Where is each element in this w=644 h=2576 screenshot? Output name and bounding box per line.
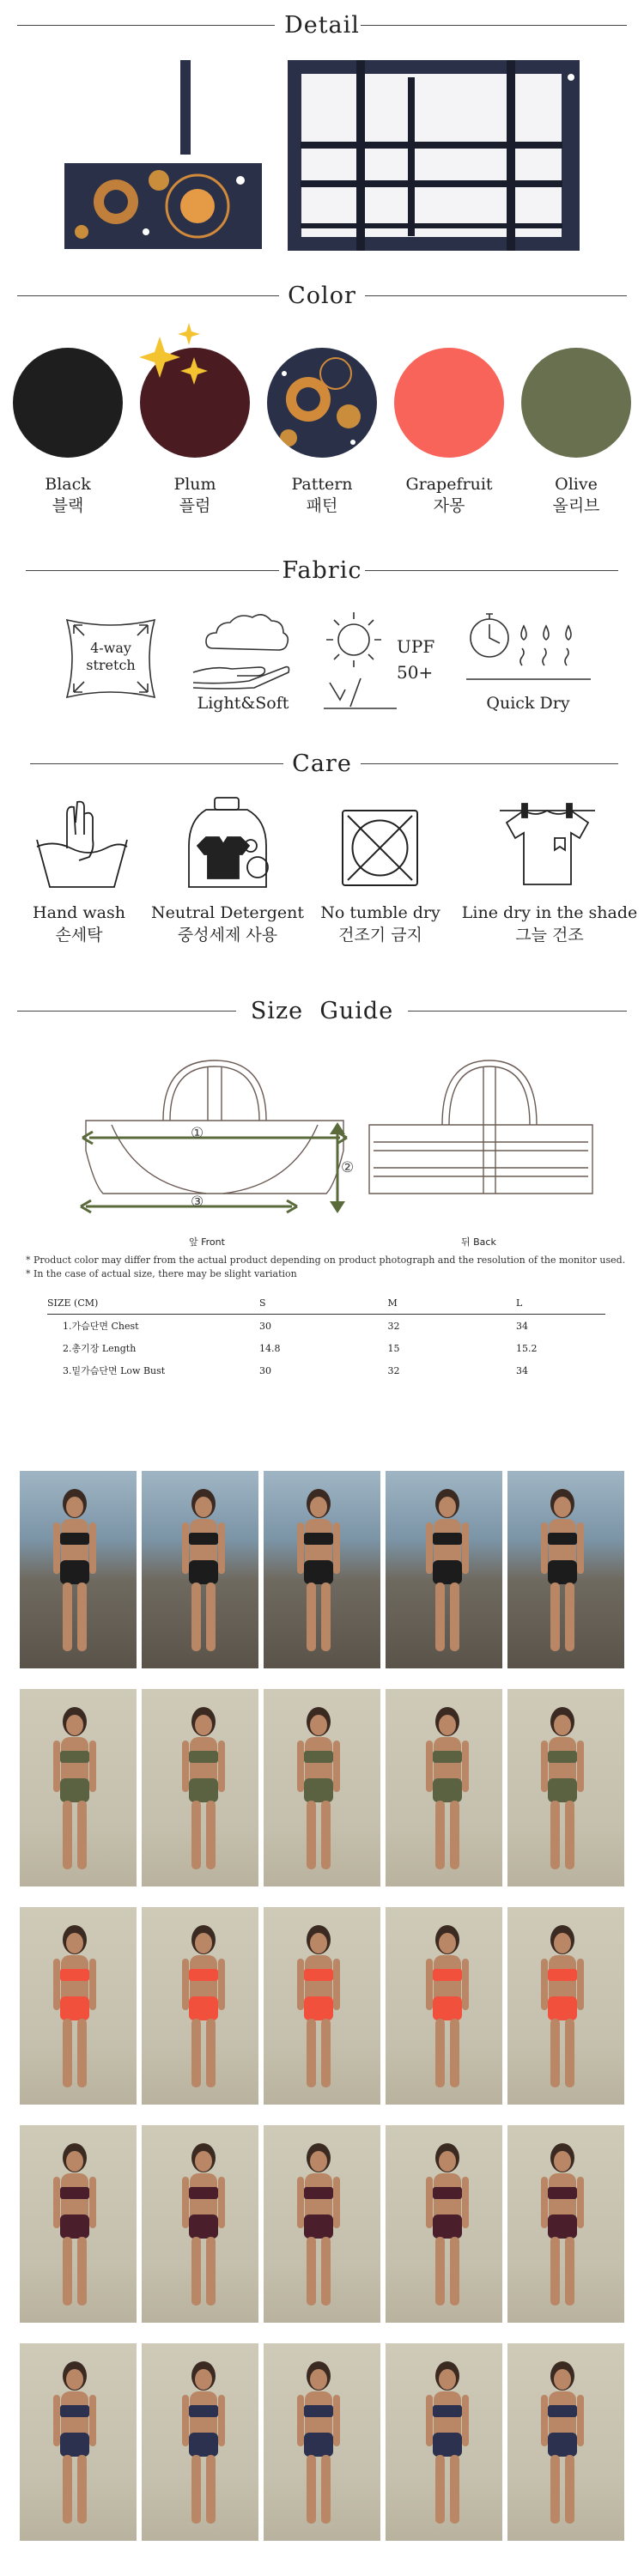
model-figure — [264, 1907, 380, 2105]
detail-image-lining — [288, 60, 580, 251]
model-photo — [264, 2125, 380, 2323]
model-photo — [142, 1907, 258, 2105]
color-section-header — [0, 279, 644, 313]
table-row — [47, 1337, 605, 1359]
table-cell: 32 — [387, 1364, 400, 1376]
size-table-header-row — [47, 1292, 605, 1315]
table-cell: 30 — [259, 1364, 271, 1376]
marker-low-bust: ③ — [191, 1194, 204, 1211]
table-cell: 15.2 — [516, 1342, 538, 1354]
swatch-pattern — [267, 348, 377, 458]
model-photo — [142, 2125, 258, 2323]
model-figure — [386, 1471, 502, 1668]
table-cell: 2.총기장 Length — [63, 1343, 137, 1354]
back-diagram — [365, 1056, 597, 1198]
model-figure — [142, 2125, 258, 2323]
model-photo — [507, 1907, 624, 2105]
hand-wash-icon — [33, 797, 131, 891]
model-figure — [264, 2125, 380, 2323]
detail-section-header — [0, 9, 644, 43]
care-label-detergent: Neutral Detergent 중성세제 사용 — [151, 903, 304, 945]
model-photo — [386, 2343, 502, 2541]
size-table-header: M — [388, 1292, 517, 1315]
table-cell: 32 — [387, 1320, 400, 1332]
soft-label: Light&Soft — [197, 694, 289, 713]
model-photo — [264, 1689, 380, 1886]
front-label: 앞 Front — [189, 1236, 225, 1248]
model-photo — [20, 2125, 137, 2323]
line-dry-shade-icon — [498, 799, 597, 889]
table-cell: 30 — [259, 1320, 271, 1332]
table-cell: 15 — [387, 1342, 400, 1354]
size-guide-section-header — [0, 994, 644, 1029]
quick-dry-icon — [462, 605, 595, 691]
table-row — [47, 1315, 605, 1338]
note-color: * Product color may differ from the actual product depending on product photograph and the resolution of the monitor used. — [26, 1255, 626, 1266]
model-figure — [20, 1471, 137, 1668]
model-figure — [142, 1907, 258, 2105]
model-figure — [142, 2343, 258, 2541]
swatch-label-olive: Olive 올리브 — [552, 475, 600, 515]
cloud-hand-icon — [189, 605, 296, 691]
model-figure — [507, 1689, 624, 1886]
swatch-olive — [521, 348, 631, 458]
table-cell: 1.가슴단면 Chest — [63, 1321, 139, 1332]
table-cell: 3.밑가슴단면 Low Bust — [63, 1365, 166, 1376]
model-figure — [507, 1907, 624, 2105]
size-guide-title: Size Guide — [250, 998, 394, 1024]
detail-image-strap — [64, 60, 262, 249]
back-label: 뒤 Back — [461, 1236, 496, 1248]
model-figure — [20, 2343, 137, 2541]
model-figure — [264, 1689, 380, 1886]
sun-upf-icon — [319, 605, 397, 713]
model-photo — [386, 1907, 502, 2105]
swatch-black — [13, 348, 123, 458]
stretch-label: 4-way stretch — [86, 640, 136, 673]
quick-dry-label: Quick Dry — [486, 694, 570, 713]
model-photo — [507, 1471, 624, 1668]
care-title: Care — [292, 750, 352, 777]
marker-chest: ① — [191, 1125, 204, 1142]
model-figure — [386, 2343, 502, 2541]
care-label-line-dry: Line dry in the shade 그늘 건조 — [461, 903, 638, 945]
model-photo — [20, 1689, 137, 1886]
fabric-section-header — [0, 554, 644, 588]
swatch-grapefruit — [394, 348, 504, 458]
model-photo — [507, 1689, 624, 1886]
detergent-icon — [180, 794, 275, 893]
swatch-label-plum: Plum 플럼 — [173, 475, 216, 515]
model-photo — [20, 2343, 137, 2541]
table-row — [47, 1359, 605, 1382]
model-figure — [507, 2343, 624, 2541]
care-section-header — [0, 747, 644, 781]
note-size: * In the case of actual size, there may be slight variation — [26, 1268, 297, 1279]
model-photo — [264, 2343, 380, 2541]
fabric-title: Fabric — [282, 557, 362, 584]
model-photo — [386, 1471, 502, 1668]
model-photo — [142, 1689, 258, 1886]
swatch-label-black: Black 블랙 — [45, 475, 91, 515]
no-tumble-dry-icon — [339, 807, 421, 889]
model-figure — [142, 1471, 258, 1668]
size-table-header: S — [259, 1292, 388, 1315]
care-label-hand-wash: Hand wash 손세탁 — [33, 903, 125, 945]
swatch-label-pattern: Pattern 패턴 — [291, 475, 353, 515]
model-photo — [507, 2125, 624, 2323]
detail-title: Detail — [284, 12, 360, 39]
table-cell: 14.8 — [259, 1342, 281, 1354]
model-photo — [142, 2343, 258, 2541]
size-table-header: L — [516, 1292, 605, 1315]
model-figure — [386, 1907, 502, 2105]
model-photo — [264, 1471, 380, 1668]
care-label-no-tumble-dry: No tumble dry 건조기 금지 — [320, 903, 440, 945]
sparkle-icon — [137, 319, 215, 397]
upf-label: UPF 50+ — [397, 636, 435, 683]
model-figure — [507, 1471, 624, 1668]
model-photo — [386, 1689, 502, 1886]
table-cell: 34 — [516, 1364, 528, 1376]
front-diagram — [77, 1056, 355, 1219]
model-photo — [142, 1471, 258, 1668]
table-cell: 34 — [516, 1320, 528, 1332]
marker-length: ② — [341, 1159, 355, 1176]
size-table — [47, 1292, 605, 1382]
color-title: Color — [288, 283, 356, 309]
model-figure — [386, 1689, 502, 1886]
size-table-header: SIZE (CM) — [47, 1292, 259, 1315]
swatch-label-grapefruit: Grapefruit 자몽 — [405, 475, 493, 515]
model-figure — [20, 2125, 137, 2323]
model-figure — [142, 1689, 258, 1886]
model-figure — [386, 2125, 502, 2323]
model-figure — [20, 1689, 137, 1886]
model-photo — [507, 2343, 624, 2541]
model-figure — [20, 1907, 137, 2105]
model-figure — [507, 2125, 624, 2323]
model-photo — [264, 1907, 380, 2105]
model-photo — [20, 1907, 137, 2105]
model-figure — [264, 1471, 380, 1668]
model-photo — [386, 2125, 502, 2323]
model-photo — [20, 1471, 137, 1668]
model-figure — [264, 2343, 380, 2541]
